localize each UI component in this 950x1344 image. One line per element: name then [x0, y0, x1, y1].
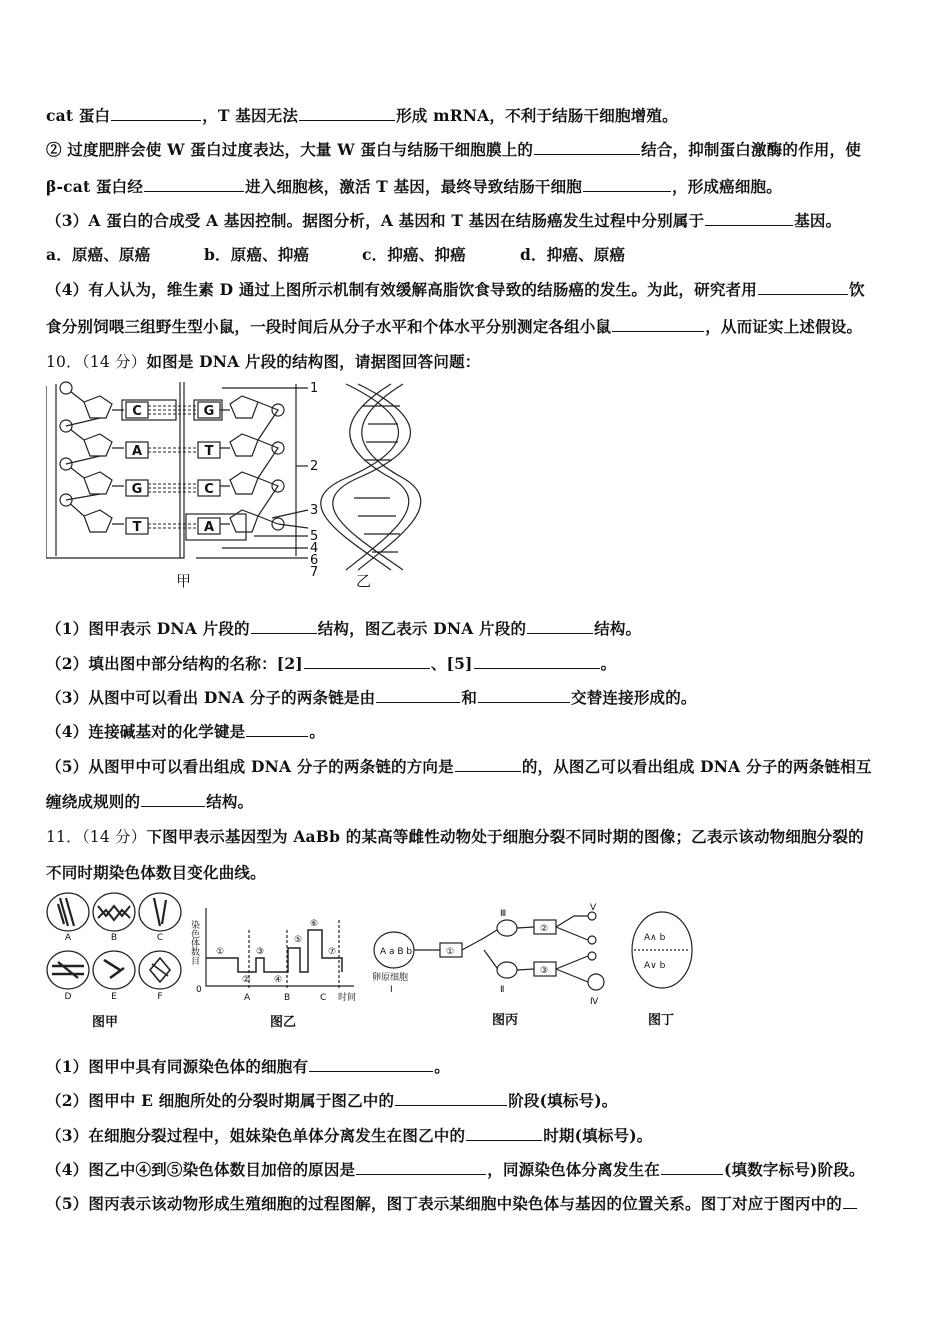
q10-sub-1	[46, 617, 641, 639]
q11-sub-1	[46, 1055, 450, 1077]
label-4: 4	[310, 541, 319, 556]
dna-structure-figure	[46, 378, 426, 590]
stage-letter-a: A	[244, 993, 251, 1003]
text-segment: 缠绕成规则的	[46, 792, 141, 811]
option-c: c．抑癌、抑癌	[362, 245, 466, 264]
answer-blank[interactable]	[455, 757, 521, 772]
label-1: 1	[310, 381, 319, 396]
answer-blank[interactable]	[478, 688, 570, 703]
text-segment: 交替连接形成的。	[571, 688, 697, 707]
cell-label-c: C	[156, 933, 164, 943]
label-7: 7	[310, 565, 319, 580]
question-text: 不同时期染色体数目变化曲线。	[46, 863, 266, 882]
base-right-4: A	[203, 520, 215, 535]
step-1: ①	[446, 947, 455, 957]
answer-blank[interactable]	[356, 1160, 486, 1175]
answer-blank[interactable]	[309, 1057, 433, 1072]
q10-sub-4	[46, 720, 325, 742]
question-text: 如图是 DNA 片段的结构图，请据图回答问题：	[146, 352, 481, 371]
answer-blank[interactable]	[583, 177, 671, 192]
text-segment: （4）图乙中④到⑤染色体数目加倍的原因是	[46, 1160, 356, 1179]
label-II: Ⅱ	[500, 985, 505, 995]
q10-sub-3	[46, 686, 697, 708]
base-right-3: C	[204, 482, 214, 497]
caption-yi: 乙	[356, 572, 372, 590]
answer-blank[interactable]	[141, 792, 205, 807]
text-segment: （5）从图甲中可以看出组成 DNA 分子的两条链的方向是	[46, 757, 454, 776]
text-segment: （2）图甲中 E 细胞所处的分裂时期属于图乙中的	[46, 1091, 395, 1110]
text-segment: ，T 基因无法	[202, 106, 299, 125]
answer-blank[interactable]	[474, 654, 600, 669]
text-segment: （5）图丙表示该动物形成生殖细胞的过程图解，图丁表示某细胞中染色体与基因的位置关系。图丁对应于图丙中的	[46, 1194, 842, 1213]
text-segment: 形成 mRNA，不利于结肠干细胞增殖。	[396, 106, 678, 125]
option-b: b．原癌、抑癌	[204, 245, 310, 264]
stage-4: ④	[274, 975, 283, 985]
oocyte-label: 卵原细胞	[372, 973, 409, 983]
answer-blank[interactable]	[395, 1091, 507, 1106]
text-segment: 结构。	[594, 619, 642, 638]
text-segment: 阶段(填标号)。	[508, 1091, 618, 1110]
cell-label-a: A	[64, 933, 72, 943]
option-a: a．原癌、原癌	[46, 245, 151, 264]
label-2: 2	[310, 459, 319, 474]
answer-blank[interactable]	[299, 106, 395, 121]
caption-yi-fig: 图乙	[270, 1015, 297, 1030]
double-helix	[321, 384, 421, 570]
text-segment: 食分别饲喂三组野生型小鼠，一段时间后从分子水平和个体水平分别测定各组小鼠	[46, 317, 612, 336]
stage-2: ②	[242, 975, 251, 985]
text-segment: 进入细胞核，激活 T 基因，最终导致结肠干细胞	[245, 177, 583, 196]
answer-blank[interactable]	[612, 317, 704, 332]
label-3: 3	[310, 503, 319, 518]
answer-blank[interactable]	[466, 1126, 542, 1141]
text-segment: 。	[309, 722, 326, 741]
q11-sub-5	[46, 1192, 858, 1214]
base-left-1: C	[132, 404, 142, 419]
text-segment: ，形成癌细胞。	[672, 177, 782, 196]
text-line-4	[46, 209, 841, 231]
answer-blank[interactable]	[527, 619, 593, 634]
x-axis-label: 时间	[338, 993, 357, 1003]
label-I: Ⅰ	[390, 985, 393, 995]
step-2: ②	[540, 924, 549, 934]
answer-blank[interactable]	[758, 280, 848, 295]
question-10-heading	[46, 350, 480, 372]
base-right-1: G	[203, 404, 215, 419]
text-line-7	[46, 315, 862, 337]
text-segment: 。	[600, 654, 617, 673]
cell-label-d: D	[64, 992, 72, 1002]
text-segment: ，同源染色体分离发生在	[487, 1160, 660, 1179]
origin-label: 0	[196, 985, 202, 995]
text-segment: 结合，抑制蛋白激酶的作用，使	[641, 140, 861, 159]
text-segment: β-cat 蛋白经	[46, 177, 144, 196]
options-line	[46, 243, 625, 265]
option-d: d．抑癌、原癌	[520, 245, 626, 264]
cell-label-b: B	[110, 933, 118, 943]
stage-letter-c: C	[320, 993, 327, 1003]
stage-1: ①	[216, 947, 225, 957]
text-line-2	[46, 138, 861, 160]
question-11-heading-cont	[46, 861, 266, 883]
text-segment: （1）图甲中具有同源染色体的细胞有	[46, 1057, 309, 1076]
text-segment: （2）填出图中部分结构的名称：[2]	[46, 654, 303, 673]
base-right-2: T	[204, 444, 214, 459]
text-line-1	[46, 104, 678, 126]
answer-blank[interactable]	[705, 211, 793, 226]
ding-genes-bottom: A∨ b	[644, 961, 666, 971]
text-segment: 和	[461, 688, 478, 707]
q10-sub-5	[46, 755, 872, 777]
text-segment: （1）图甲表示 DNA 片段的	[46, 619, 250, 638]
text-line-3	[46, 175, 782, 197]
base-left-2: A	[131, 444, 143, 459]
q10-sub-2	[46, 652, 616, 674]
answer-blank[interactable]	[843, 1194, 857, 1209]
label-6: 6	[310, 553, 319, 568]
question-11-heading	[46, 825, 864, 847]
ding-genes-top: A∧ b	[644, 933, 666, 943]
text-segment: (填数字标号)阶段。	[724, 1160, 865, 1179]
question-number: 11．（14 分）	[46, 828, 147, 846]
text-segment: 饮	[848, 280, 865, 299]
answer-blank[interactable]	[304, 654, 430, 669]
text-segment: （4）连接碱基对的化学键是	[46, 722, 246, 741]
answer-blank[interactable]	[661, 1160, 723, 1175]
stage-3: ③	[256, 947, 265, 957]
text-segment: ② 过度肥胖会使 W 蛋白过度表达，大量 W 蛋白与结肠干细胞膜上的	[46, 140, 534, 159]
text-segment: （3）A 蛋白的合成受 A 基因控制。据图分析，A 基因和 T 基因在结肠癌发生过程中分别属于	[46, 211, 705, 230]
text-line-6	[46, 278, 865, 300]
cell-label-e: E	[111, 992, 117, 1002]
stage-7: ⑦	[328, 947, 337, 957]
caption-bing-fig: 图丙	[492, 1013, 519, 1028]
stage-5: ⑤	[294, 935, 303, 945]
caption-ding-fig: 图丁	[648, 1013, 675, 1028]
stage-6: ⑥	[310, 919, 319, 929]
cell-division-figure	[44, 890, 704, 1032]
answer-blank[interactable]	[534, 140, 640, 155]
caption-jia: 甲	[176, 572, 192, 590]
text-segment: ，从而证实上述假设。	[705, 317, 863, 336]
answer-blank[interactable]	[144, 177, 244, 192]
base-left-3: G	[131, 482, 143, 497]
oocyte-genes: A a B b	[380, 947, 413, 957]
stage-letter-b: B	[284, 993, 291, 1003]
text-segment: 、[5]	[430, 654, 473, 673]
label-5: 5	[310, 529, 319, 544]
label-III: Ⅲ	[500, 909, 507, 919]
question-text: 下图甲表示基因型为 AaBb 的某高等雌性动物处于细胞分裂不同时期的图像；乙表示该动物细胞分裂的	[146, 827, 864, 846]
step-3: ③	[540, 966, 549, 976]
base-left-4: T	[132, 520, 142, 535]
answer-blank[interactable]	[111, 106, 201, 121]
text-segment: 结构，图乙表示 DNA 片段的	[317, 619, 527, 638]
q11-sub-2	[46, 1089, 617, 1111]
y-axis-label: 染色体数目	[189, 920, 199, 965]
question-number: 10．（14 分）	[46, 353, 147, 371]
text-segment: 时期(填标号)。	[543, 1126, 653, 1145]
text-segment: cat 蛋白	[46, 106, 111, 125]
answer-blank[interactable]	[246, 722, 308, 737]
cell-label-f: F	[157, 992, 163, 1002]
q11-sub-3	[46, 1124, 652, 1146]
text-segment: （3）从图中可以看出 DNA 分子的两条链是由	[46, 688, 376, 707]
text-segment: 的，从图乙可以看出组成 DNA 分子的两条链相互	[521, 757, 872, 776]
text-segment: 基因。	[794, 211, 842, 230]
label-IV: Ⅳ	[590, 997, 599, 1007]
label-V: Ⅴ	[590, 903, 597, 913]
answer-blank[interactable]	[376, 688, 460, 703]
text-segment: （4）有人认为，维生素 D 通过上图所示机制有效缓解高脂饮食导致的结肠癌的发生。为此，研究者用	[46, 280, 757, 299]
text-segment: （3）在细胞分裂过程中，姐妹染色单体分离发生在图乙中的	[46, 1126, 466, 1145]
q10-sub-5-cont	[46, 790, 253, 812]
text-segment: 结构。	[206, 792, 254, 811]
q11-sub-4	[46, 1158, 865, 1180]
answer-blank[interactable]	[251, 619, 317, 634]
caption-jia-fig: 图甲	[92, 1015, 119, 1030]
text-segment: 。	[434, 1057, 450, 1076]
